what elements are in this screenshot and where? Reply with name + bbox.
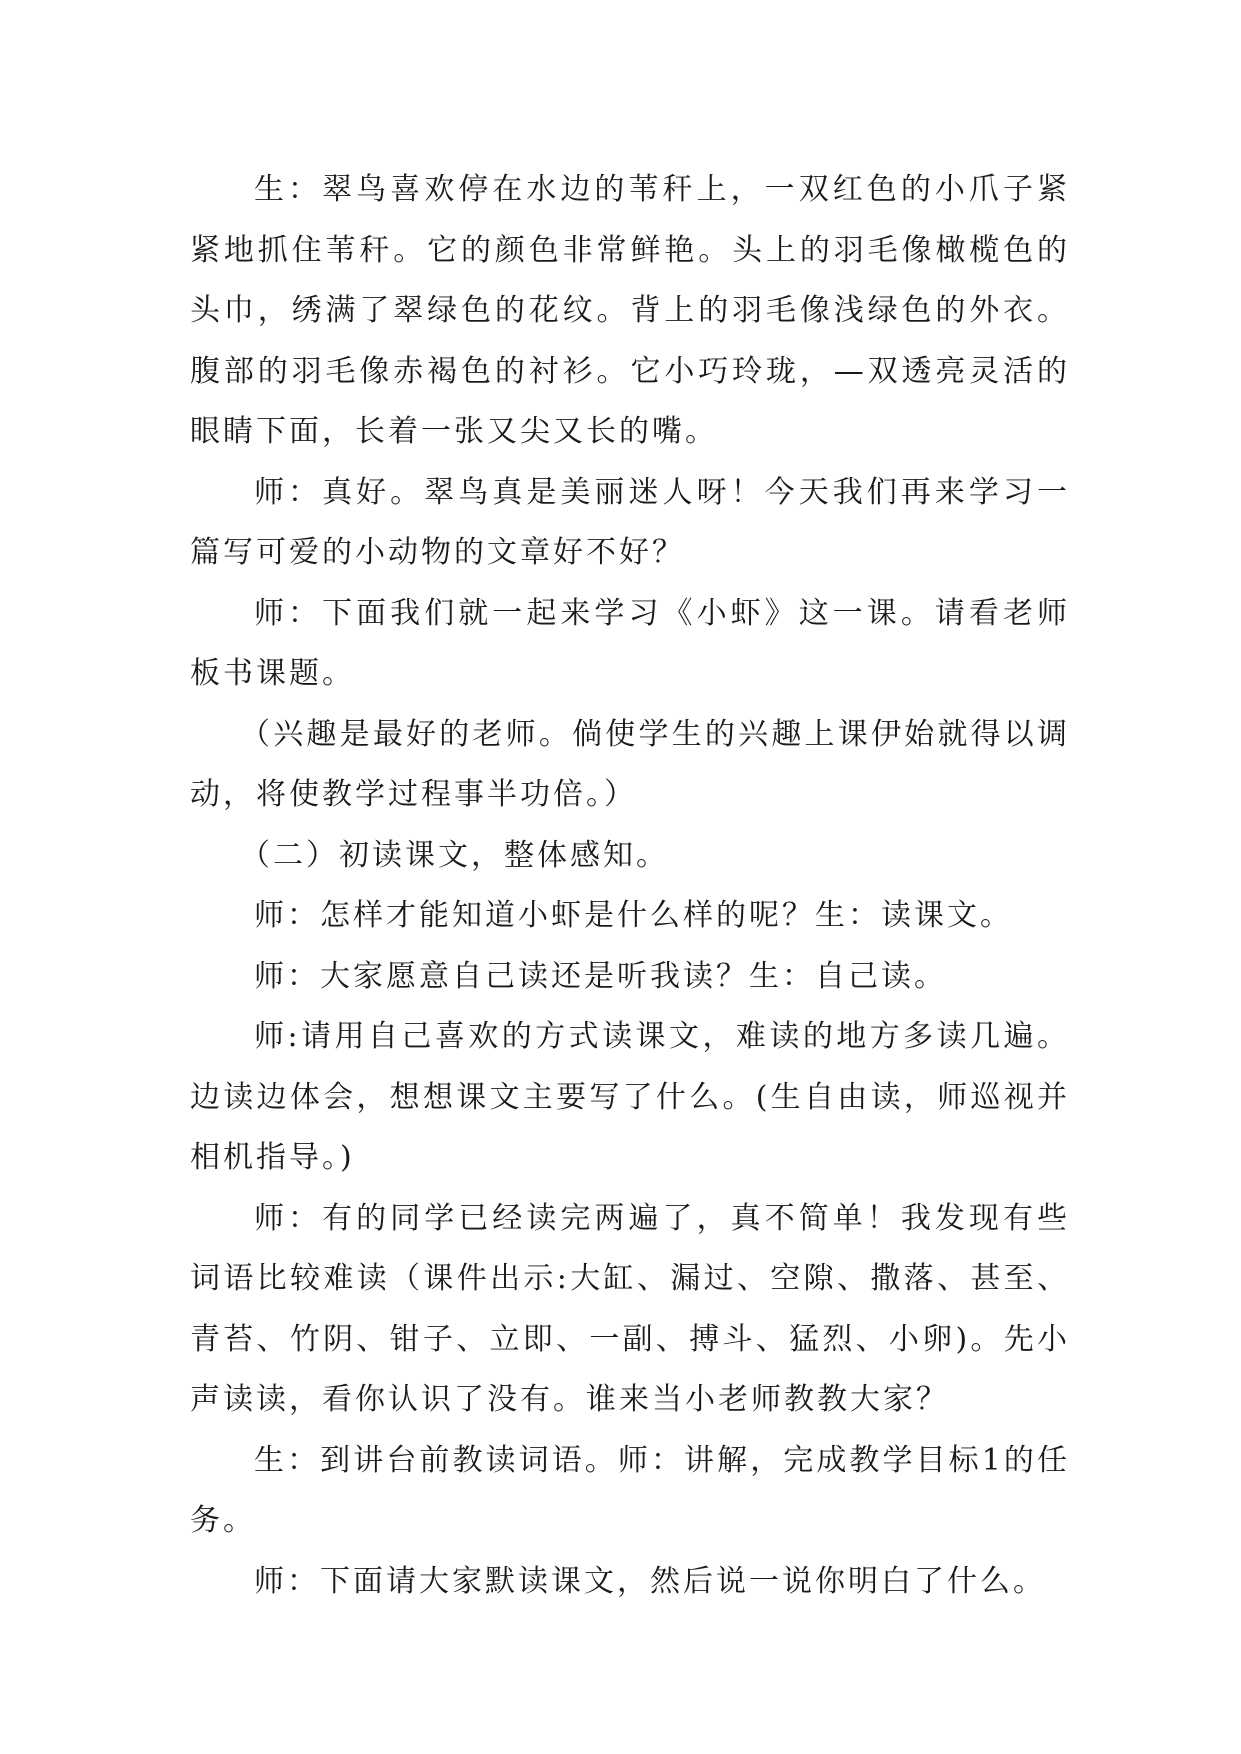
paragraph-teach-words: 生：到讲台前教读词语。师：讲解，完成教学目标1的任务。 [190,1442,1070,1538]
paragraph-teacher-praise: 师：真好。翠鸟真是美丽迷人呀！今天我们再来学习一篇写可爱的小动物的文章好不好？ [190,474,1070,570]
paragraph-read-choice: 师：大家愿意自己读还是听我读？生：自己读。 [254,958,947,994]
paragraph-free-reading: 师:请用自己喜欢的方式读课文，难读的地方多读几遍。边读边体会，想想课文主要写了什么。(生自由读，师巡视并相机指导。) [190,1019,1070,1175]
paragraph-silent-reading: 师：下面请大家默读课文，然后说一说你明白了什么。 [254,1563,1046,1599]
document-body [190,160,1070,1612]
paragraph-difficult-words: 师：有的同学已经读完两遍了，真不简单！我发现有些词语比较难读（课件出示:大缸、漏过、空隙、撒落、甚至、青苔、竹阴、钳子、立即、一副、搏斗、猛烈、小卵)。先小声读读，看你认识了没有。谁来当小老师教教大家？ [190,1200,1070,1417]
section-heading-first-reading: （二）初读课文，整体感知。 [240,837,669,873]
paragraph-teacher-lesson-intro: 师：下面我们就一起来学习《小虾》这一课。请看老师板书课题。 [190,595,1070,691]
paragraph-student-kingfisher: 生：翠鸟喜欢停在水边的苇秆上，一双红色的小爪子紧紧地抓住苇秆。它的颜色非常鲜艳。头上的羽毛像橄榄色的头巾，绣满了翠绿色的花纹。背上的羽毛像浅绿色的外衣。腹部的羽毛像赤褐色的衬衫。它小巧玲珑，—双透亮灵活的眼睛下面，长着一张又尖又长的嘴。 [190,172,1070,449]
paragraph-how-to-know: 师：怎样才能知道小虾是什么样的呢？生：读课文。 [254,898,1013,933]
paragraph-interest-note: （兴趣是最好的老师。倘使学生的兴趣上课伊始就得以调动，将使教学过程事半功倍。） [190,716,1070,812]
